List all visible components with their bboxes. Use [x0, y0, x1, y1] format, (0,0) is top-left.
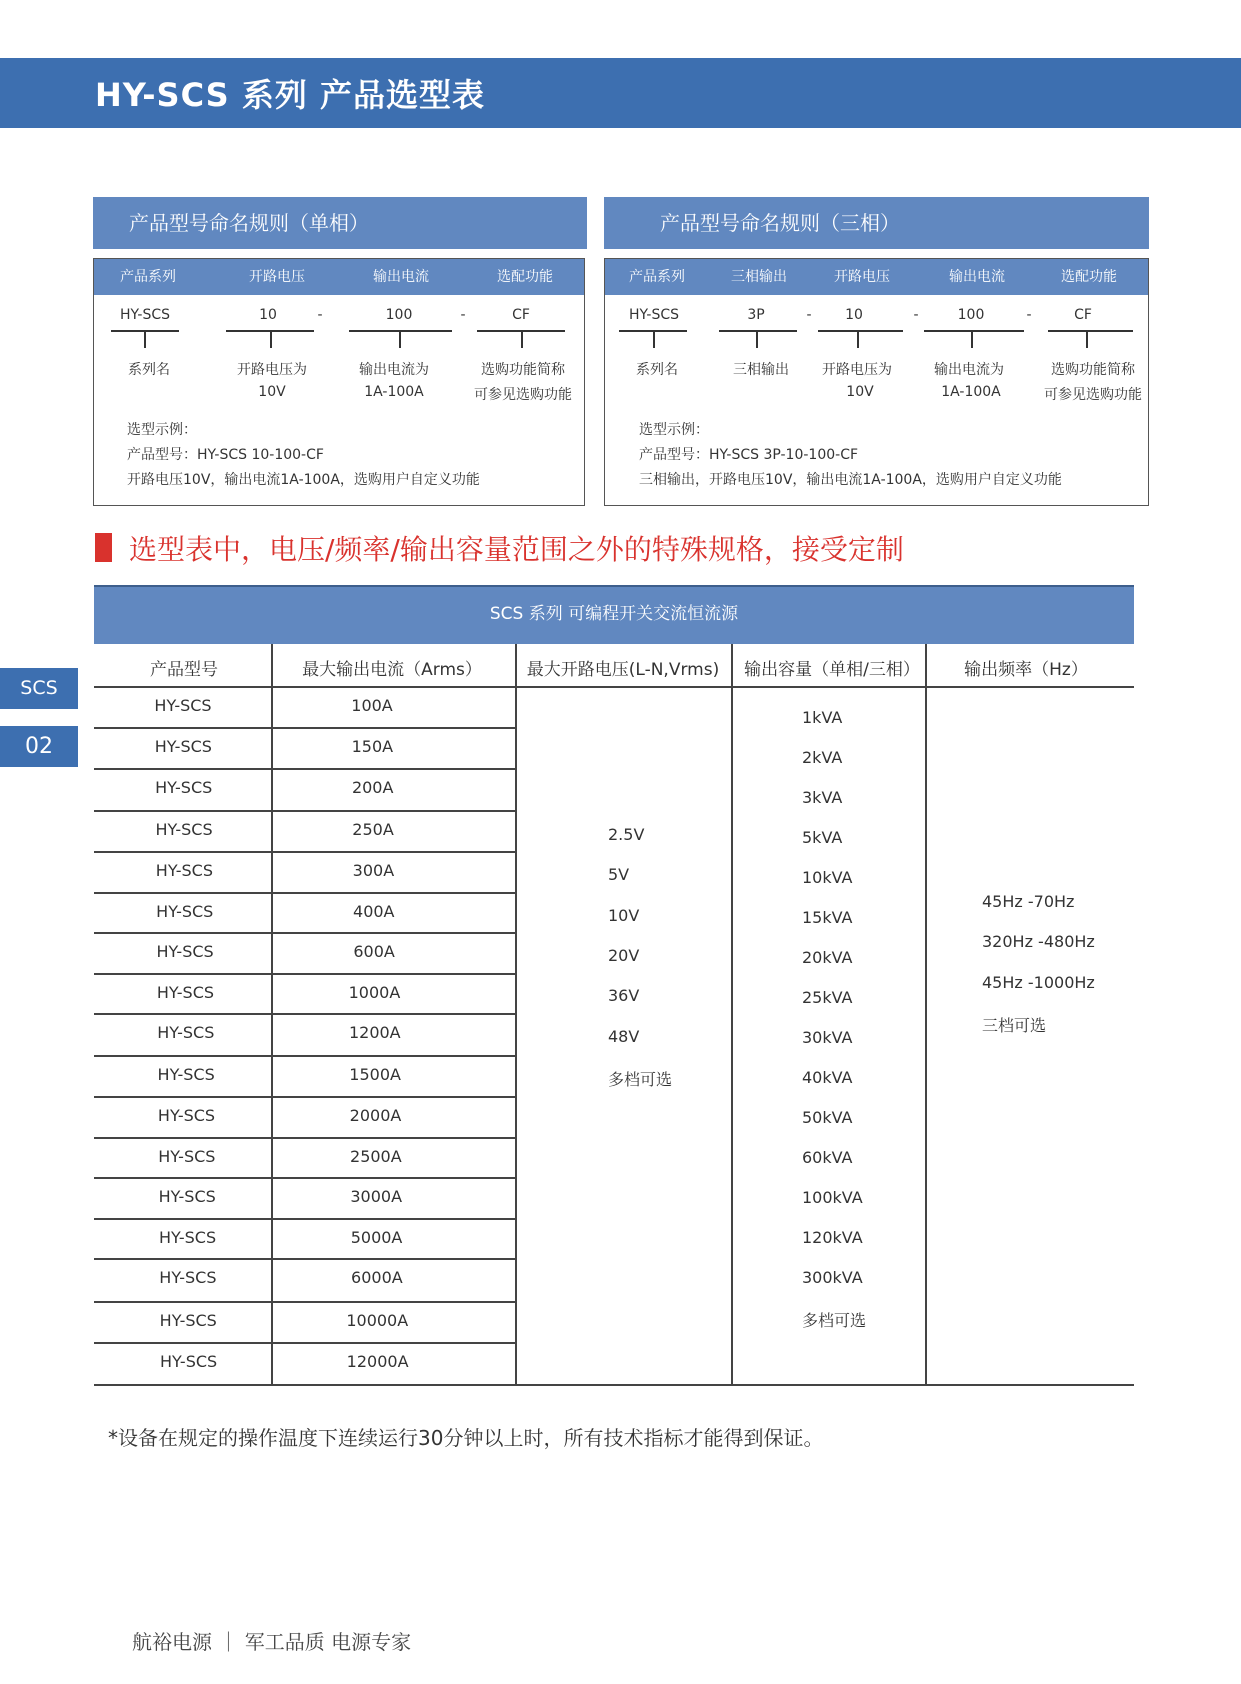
page-title: HY-SCS 系列 产品选型表	[95, 76, 485, 114]
table-row-rule	[94, 1258, 515, 1260]
three-desc-voltage: 开路电压为	[822, 362, 892, 378]
spec-table-title: SCS 系列 可编程开关交流恒流源	[489, 604, 739, 624]
single-desc-voltage: 开路电压为	[237, 362, 307, 378]
table-row-rule	[94, 1096, 515, 1098]
single-col-current: 输出电流	[373, 269, 429, 285]
model-cell: HY-SCS	[157, 1023, 215, 1042]
table-column-rule	[925, 644, 927, 1384]
single-desc-series: 系列名	[128, 362, 170, 378]
three-code-option: CF	[1074, 307, 1092, 323]
single-phase-rule-box	[93, 258, 585, 506]
frequency-option: 45Hz -70Hz	[982, 892, 1075, 911]
capacity-option: 120kVA	[802, 1228, 863, 1247]
table-row-rule	[94, 1218, 515, 1220]
table-column-rule	[515, 644, 517, 1384]
model-cell: HY-SCS	[158, 1187, 216, 1206]
model-cell: HY-SCS	[156, 983, 215, 1002]
three-col-voltage: 开路电压	[834, 269, 890, 285]
three-separator: -	[806, 307, 812, 323]
single-example-label: 选型示例：	[127, 422, 197, 438]
voltage-option: 10V	[608, 905, 640, 925]
current-cell: 200A	[351, 778, 394, 797]
model-cell: HY-SCS	[160, 1352, 218, 1371]
capacity-option: 30kVA	[802, 1028, 853, 1047]
table-column-rule	[731, 644, 733, 1384]
single-code-voltage: 10	[259, 307, 277, 323]
three-col-series: 产品系列	[629, 269, 685, 285]
code-tick	[971, 330, 973, 348]
code-tick	[857, 330, 859, 348]
model-cell: HY-SCS	[159, 1311, 217, 1330]
code-underline	[349, 330, 452, 332]
single-desc-option: 选购功能简称	[481, 362, 565, 378]
single-code-option: CF	[512, 307, 530, 323]
three-code-current: 100	[957, 307, 985, 323]
col-header-current: 最大输出电流（Arms）	[302, 660, 482, 680]
model-cell: HY-SCS	[159, 1268, 217, 1287]
capacity-option: 1kVA	[802, 708, 843, 727]
code-tick	[144, 330, 146, 348]
model-cell: HY-SCS	[155, 861, 213, 880]
single-example-detail: 开路电压10V，输出电流1A-100A，选购用户自定义功能	[127, 472, 480, 488]
current-cell: 10000A	[346, 1311, 409, 1330]
three-code-voltage: 10	[845, 307, 863, 323]
model-cell: HY-SCS	[157, 1106, 216, 1125]
capacity-option: 2kVA	[802, 748, 843, 767]
current-cell: 250A	[352, 820, 394, 839]
side-tab-page: 02	[0, 726, 78, 767]
voltage-option: 2.5V	[608, 825, 645, 844]
code-tick	[653, 330, 655, 348]
col-header-capacity: 输出容量（单相/三相）	[744, 660, 920, 680]
three-desc-series: 系列名	[636, 362, 678, 378]
three-desc-voltage-value: 10V	[846, 384, 874, 400]
table-row-rule	[94, 1342, 515, 1344]
single-desc-option-note: 可参见选购功能	[474, 387, 572, 403]
single-example-model: 产品型号：HY-SCS 10-100-CF	[127, 447, 324, 463]
model-cell: HY-SCS	[154, 696, 212, 715]
current-cell: 6000A	[351, 1268, 403, 1287]
code-tick	[756, 330, 758, 348]
capacity-option: 40kVA	[802, 1068, 853, 1087]
capacity-option: 5kVA	[802, 828, 843, 847]
side-tab-series: SCS	[0, 668, 78, 709]
code-tick	[399, 330, 401, 348]
model-cell: HY-SCS	[158, 1147, 216, 1166]
current-cell: 600A	[353, 942, 395, 961]
single-phase-column-header	[94, 259, 584, 295]
model-cell: HY-SCS	[157, 1065, 215, 1084]
notice-marker	[95, 533, 112, 562]
three-col-current: 输出电流	[949, 269, 1005, 285]
col-header-voltage: 最大开路电压(L-N,Vrms)	[526, 660, 720, 680]
code-underline	[818, 330, 903, 332]
single-separator: -	[317, 307, 323, 323]
code-underline	[719, 330, 797, 332]
footer-slogan: 航裕电源 ｜ 军工品质 电源专家	[132, 1630, 412, 1654]
three-phase-rule-box	[604, 258, 1149, 506]
table-row-rule	[94, 1137, 515, 1139]
current-cell: 1200A	[348, 1023, 401, 1042]
three-code-series: HY-SCS	[628, 307, 680, 323]
capacity-option: 多档可选	[802, 1311, 867, 1330]
three-desc-option: 选购功能简称	[1051, 362, 1135, 378]
capacity-option: 10kVA	[802, 868, 853, 887]
single-desc-voltage-value: 10V	[258, 384, 286, 400]
code-tick	[521, 330, 523, 348]
capacity-option: 25kVA	[802, 988, 853, 1007]
current-cell: 1500A	[349, 1065, 401, 1084]
voltage-option: 5V	[608, 865, 630, 885]
three-separator: -	[913, 307, 919, 323]
model-cell: HY-SCS	[155, 820, 213, 839]
code-tick	[1086, 330, 1088, 348]
table-row-rule	[94, 810, 515, 812]
single-col-voltage: 开路电压	[249, 269, 305, 285]
current-cell: 12000A	[346, 1352, 409, 1371]
current-cell: 100A	[351, 696, 393, 715]
voltage-option: 多档可选	[608, 1069, 673, 1089]
capacity-option: 20kVA	[802, 948, 853, 967]
three-phase-column-header	[605, 259, 1148, 295]
capacity-option: 100kVA	[802, 1188, 863, 1207]
current-cell: 1000A	[348, 983, 401, 1002]
three-col-phase: 三相输出	[731, 269, 787, 285]
table-rule	[94, 686, 1134, 688]
three-col-option: 选配功能	[1061, 269, 1117, 285]
table-row-rule	[94, 1055, 515, 1057]
code-underline	[1048, 330, 1133, 332]
three-desc-phase: 三相输出	[733, 362, 789, 378]
three-phase-heading: 产品型号命名规则（三相）	[604, 197, 1149, 249]
frequency-option: 320Hz -480Hz	[982, 932, 1095, 952]
model-cell: HY-SCS	[156, 902, 214, 921]
voltage-option: 36V	[608, 986, 640, 1006]
capacity-option: 60kVA	[802, 1148, 853, 1167]
table-row-rule	[94, 1013, 515, 1015]
three-example-detail: 三相输出，开路电压10V，输出电流1A-100A，选购用户自定义功能	[639, 472, 1062, 488]
three-example-label: 选型示例：	[639, 422, 709, 438]
model-cell: HY-SCS	[158, 1228, 217, 1247]
custom-spec-notice: 选型表中，电压/频率/输出容量范围之外的特殊规格，接受定制	[129, 533, 904, 566]
table-rule	[94, 1384, 1134, 1386]
three-desc-current: 输出电流为	[934, 362, 1004, 378]
table-row-rule	[94, 851, 515, 853]
single-col-option: 选配功能	[497, 269, 553, 285]
table-row-rule	[94, 768, 515, 770]
voltage-option: 48V	[608, 1026, 640, 1046]
table-row-rule	[94, 932, 515, 934]
col-header-model: 产品型号	[150, 660, 218, 680]
voltage-option: 20V	[608, 945, 640, 965]
current-cell: 400A	[353, 902, 395, 921]
capacity-option: 15kVA	[802, 908, 853, 927]
three-desc-current-value: 1A-100A	[941, 384, 1001, 400]
table-row-rule	[94, 1301, 515, 1303]
current-cell: 300A	[352, 861, 395, 880]
capacity-option: 300kVA	[802, 1268, 863, 1287]
code-tick	[270, 330, 272, 348]
three-desc-option-note: 可参见选购功能	[1044, 387, 1142, 403]
single-phase-heading: 产品型号命名规则（单相）	[93, 197, 587, 249]
table-row-rule	[94, 727, 515, 729]
current-cell: 3000A	[350, 1187, 403, 1206]
table-row-rule	[94, 892, 515, 894]
single-col-series: 产品系列	[120, 269, 176, 285]
current-cell: 5000A	[350, 1228, 403, 1247]
three-separator: -	[1026, 307, 1032, 323]
capacity-option: 50kVA	[802, 1108, 853, 1127]
code-underline	[924, 330, 1024, 332]
single-desc-current: 输出电流为	[359, 362, 429, 378]
current-cell: 150A	[351, 737, 394, 756]
three-example-model: 产品型号：HY-SCS 3P-10-100-CF	[639, 447, 859, 463]
single-code-series: HY-SCS	[119, 307, 171, 323]
footnote: *设备在规定的操作温度下连续运行30分钟以上时，所有技术指标才能得到保证。	[108, 1426, 824, 1450]
table-row-rule	[94, 973, 515, 975]
capacity-option: 3kVA	[802, 788, 843, 807]
table-row-rule	[94, 1177, 515, 1179]
single-code-current: 100	[385, 307, 413, 323]
col-header-frequency: 输出频率（Hz）	[964, 660, 1088, 680]
frequency-option: 45Hz -1000Hz	[982, 972, 1095, 992]
three-code-phase: 3P	[747, 307, 765, 323]
current-cell: 2000A	[349, 1106, 402, 1125]
model-cell: HY-SCS	[155, 778, 213, 797]
current-cell: 2500A	[350, 1147, 402, 1166]
single-separator: -	[460, 307, 466, 323]
frequency-option: 三档可选	[982, 1015, 1047, 1035]
model-cell: HY-SCS	[156, 942, 214, 961]
single-desc-current-value: 1A-100A	[364, 384, 424, 400]
model-cell: HY-SCS	[154, 737, 212, 756]
